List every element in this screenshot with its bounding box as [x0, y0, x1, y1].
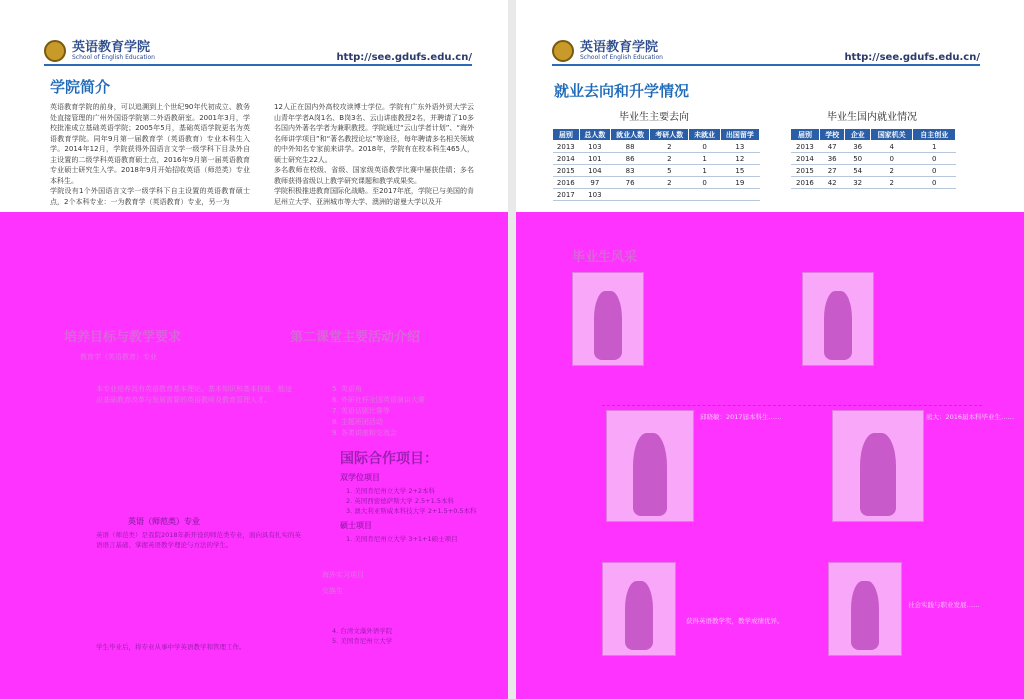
column-header: 出国留学: [720, 129, 759, 141]
list-item: 9. 各类讲座和交流会: [332, 429, 397, 437]
table-cell: [650, 189, 689, 201]
column-header: 就业人数: [611, 129, 650, 141]
table-cell: 0: [913, 177, 956, 189]
table-cell: 50: [845, 153, 871, 165]
table-cell: 13: [720, 141, 759, 153]
table-row: [553, 189, 760, 201]
master-list: [346, 534, 458, 544]
table-cell: 104: [579, 165, 610, 177]
table-cell: [720, 189, 759, 201]
table-cell: 27: [819, 165, 845, 177]
column-header: 企业: [845, 129, 871, 141]
column-header: 届别: [791, 129, 820, 141]
goals-paragraph: 本专业培养具有英语教育基本理论、基本知识和基本技能，能适应基础教育改革与发展需要的英语教师及教育管理人才。: [96, 385, 292, 404]
column-header: 自主创业: [913, 129, 956, 141]
table-cell: [611, 189, 650, 201]
table-cell: 83: [611, 165, 650, 177]
table-cell: 2015: [791, 165, 820, 177]
table-cell: 76: [611, 177, 650, 189]
header-url[interactable]: http://see.gdufs.edu.cn/: [844, 52, 980, 63]
internship-heading: 海外实习项目: [322, 571, 364, 579]
table-cell: 36: [819, 153, 845, 165]
graduate-caption: 获得英语教学奖，教学成绩优异。: [686, 617, 784, 625]
bottom-paragraph: 学生毕业后，将专业从事中学英语教学和管理工作。: [96, 643, 246, 651]
header-rule: [44, 64, 472, 66]
intro-column-2: [274, 102, 474, 212]
table-cell: 0: [913, 153, 956, 165]
table-cell: 2: [650, 141, 689, 153]
graduate-photo: [606, 410, 694, 522]
table-cell: 42: [819, 177, 845, 189]
header-url[interactable]: http://see.gdufs.edu.cn/: [336, 52, 472, 63]
double-degree-list: [346, 486, 477, 516]
master-heading: 硕士项目: [340, 521, 372, 530]
list-item: 5. 美国肯尼州立大学: [332, 637, 393, 645]
table-cell: 5: [650, 165, 689, 177]
page-title: 就业去向和升学情况: [554, 82, 690, 100]
intro-paragraph: 学院设有1个外国语言文学一级学科下自主设置的英语教育硕士点，2个本科专业：一为教育学（英语教育）专业，另一为: [50, 187, 250, 206]
list-item: 1. 美国肯尼州立大学 2+2本科: [346, 487, 436, 495]
table-cell: 101: [579, 153, 610, 165]
table-cell: 2014: [553, 153, 580, 165]
table-cell: 0: [870, 153, 913, 165]
table-cell: 1: [689, 165, 720, 177]
column-header: 届别: [553, 129, 580, 141]
list-item: 5. 英语角: [332, 385, 362, 393]
intro-paragraph: 学院积极推进教育国际化战略。至2017年底，学院已与美国的肯尼州立大学、亚洲城市等大学、澳洲的诺曼大学以及开: [274, 187, 474, 206]
exchange-heading: 交换生: [322, 587, 343, 595]
table-title-destinations: 毕业生主要去向: [619, 112, 689, 123]
section-heading-goals: 培养目标与教学要求: [64, 330, 182, 345]
column-header: 总人数: [579, 129, 610, 141]
table-row: [553, 165, 760, 177]
table-cell: 19: [720, 177, 759, 189]
column-header: 国家机关: [870, 129, 913, 141]
table-row: [553, 141, 760, 153]
logo-title: 英语教育学院: [72, 39, 151, 55]
list-item: 7. 英语话剧比赛等: [332, 407, 390, 415]
list-item: 6. 外研社杯全国英语演讲大赛: [332, 396, 425, 404]
table-cell: 1: [913, 141, 956, 153]
table-cell: 1: [689, 153, 720, 165]
double-degree-heading: 双学位项目: [340, 473, 380, 482]
table-cell: 86: [611, 153, 650, 165]
intro-paragraph: 多名教师在校级、省级、国家级英语教学比赛中屡获佳绩；多名教师获得省级以上教学研究课题和教学成果奖。: [274, 166, 474, 185]
left-page: [0, 0, 508, 699]
table-cell: [689, 189, 720, 201]
table-cell: 2016: [553, 177, 580, 189]
table-cell: 4: [870, 141, 913, 153]
list-item: 2. 英国西密德萨斯大学 2.5+1.5本科: [346, 497, 454, 505]
table-cell: 103: [579, 189, 610, 201]
major-paragraph: 英语（师范类）是我院2018年新开设的师范类专业，面向具有扎实的英语语言基础、掌握英语教学理论与方法的学生。: [96, 531, 302, 549]
table-cell: 32: [845, 177, 871, 189]
header-rule: [552, 64, 980, 66]
graduates-heading: 毕业生风采: [572, 250, 638, 265]
graduate-photo: [602, 562, 676, 656]
domestic-table: [790, 128, 956, 189]
table-cell: 97: [579, 177, 610, 189]
table-title-domestic: 毕业生国内就业情况: [827, 112, 917, 123]
intro-column-1: [50, 102, 250, 212]
table-cell: 2013: [553, 141, 580, 153]
exchange-list: [332, 626, 392, 646]
table-cell: 0: [689, 141, 720, 153]
table-cell: 36: [845, 141, 871, 153]
column-header: 学校: [819, 129, 845, 141]
table-row: [553, 177, 760, 189]
table-row: [791, 153, 956, 165]
table-cell: 2014: [791, 153, 820, 165]
table-cell: 103: [579, 141, 610, 153]
table-row: [791, 177, 956, 189]
table-row: [553, 153, 760, 165]
table-cell: 54: [845, 165, 871, 177]
list-item: 4. 台湾文藻外语学院: [332, 627, 393, 635]
table-cell: 15: [720, 165, 759, 177]
right-page: [516, 0, 1024, 699]
school-logo: [44, 40, 155, 62]
page-gutter: [508, 0, 516, 699]
table-cell: 0: [913, 165, 956, 177]
graduate-photo: [802, 272, 874, 366]
table-cell: 2016: [791, 177, 820, 189]
logo-subtitle: School of English Education: [72, 53, 155, 61]
table-cell: 0: [689, 177, 720, 189]
table-header-row: [553, 129, 760, 141]
graduate-caption: 社会实践与职业发展……: [908, 601, 980, 609]
school-seal-icon: [44, 40, 66, 62]
table-cell: 2: [650, 177, 689, 189]
intro-paragraph: 英语教育学院的前身，可以追溯到上个世纪90年代初成立、教务处直接管理的广州外国语学院第二外语教研室。2001年3月，学校批准成立基础英语学院；2005年5月，基础英语学院更名为英语教育学院。同年9月第一届教育学（英语教育）专业本科生入学。2014年12月，学院获得外国语言文学一级学科下目录外自主设置的二级学科英语教育硕士点，2016年9月第一届英语教育专业硕士研究生入学。2018年9月开始招收英语（师范类）专业本科生。: [50, 103, 250, 185]
graduate-photo: [832, 410, 924, 522]
school-logo: [552, 40, 663, 62]
section-heading-activities: 第二课堂主要活动介绍: [290, 330, 421, 345]
graduate-caption: 熊大：2016届本科毕业生……: [926, 413, 1015, 421]
table-cell: 2013: [791, 141, 820, 153]
list-item: 3. 澳大利亚斯威本科技大学 2+1.5+0.5本科: [346, 507, 477, 515]
list-item: 1. 美国肯尼州立大学 3+1+1硕士项目: [346, 535, 458, 543]
graduate-photo: [828, 562, 902, 656]
graduate-caption: 邱晓敏：2017届本科生……: [700, 413, 782, 421]
school-seal-icon: [552, 40, 574, 62]
table-cell: 2017: [553, 189, 580, 201]
table-header-row: [791, 129, 956, 141]
page-title: 学院简介: [50, 78, 111, 96]
table-cell: 2: [870, 165, 913, 177]
column-header: 未就业: [689, 129, 720, 141]
activity-list: [332, 384, 425, 439]
table-cell: 47: [819, 141, 845, 153]
table-cell: 2015: [553, 165, 580, 177]
sub-heading: 教育学（英语教育）专业: [80, 353, 157, 361]
graduate-photo: [572, 272, 644, 366]
table-cell: 2: [870, 177, 913, 189]
table-cell: 88: [611, 141, 650, 153]
column-header: 考研人数: [650, 129, 689, 141]
page-header: [516, 0, 1024, 70]
table-cell: 12: [720, 153, 759, 165]
divider: [602, 405, 982, 406]
intl-heading: 国际合作项目：: [340, 451, 438, 467]
table-row: [791, 141, 956, 153]
logo-title: 英语教育学院: [580, 39, 659, 55]
list-item: 8. 主题班团活动: [332, 418, 383, 426]
table-cell: 2: [650, 153, 689, 165]
logo-subtitle: School of English Education: [580, 53, 663, 61]
major-heading: 英语（师范类）专业: [128, 517, 200, 526]
destinations-table: [552, 128, 760, 201]
table-row: [791, 165, 956, 177]
page-header: [0, 0, 508, 70]
intro-paragraph: 12人正在国内外高校攻读博士学位。学院有广东外语外贸大学云山青年学者A岗1名、B岗3名、云山讲座教授2名，并聘请了10多名国内外著名学者为兼职教授。学院通过“云山学者计划”、“海外名师讲学项目”和“著名教授论坛”等途径，每年聘请多名相关领域的中外知名专家前来讲学。2018年，学院有在校本科生465人，硕士研究生22人。: [274, 103, 474, 164]
